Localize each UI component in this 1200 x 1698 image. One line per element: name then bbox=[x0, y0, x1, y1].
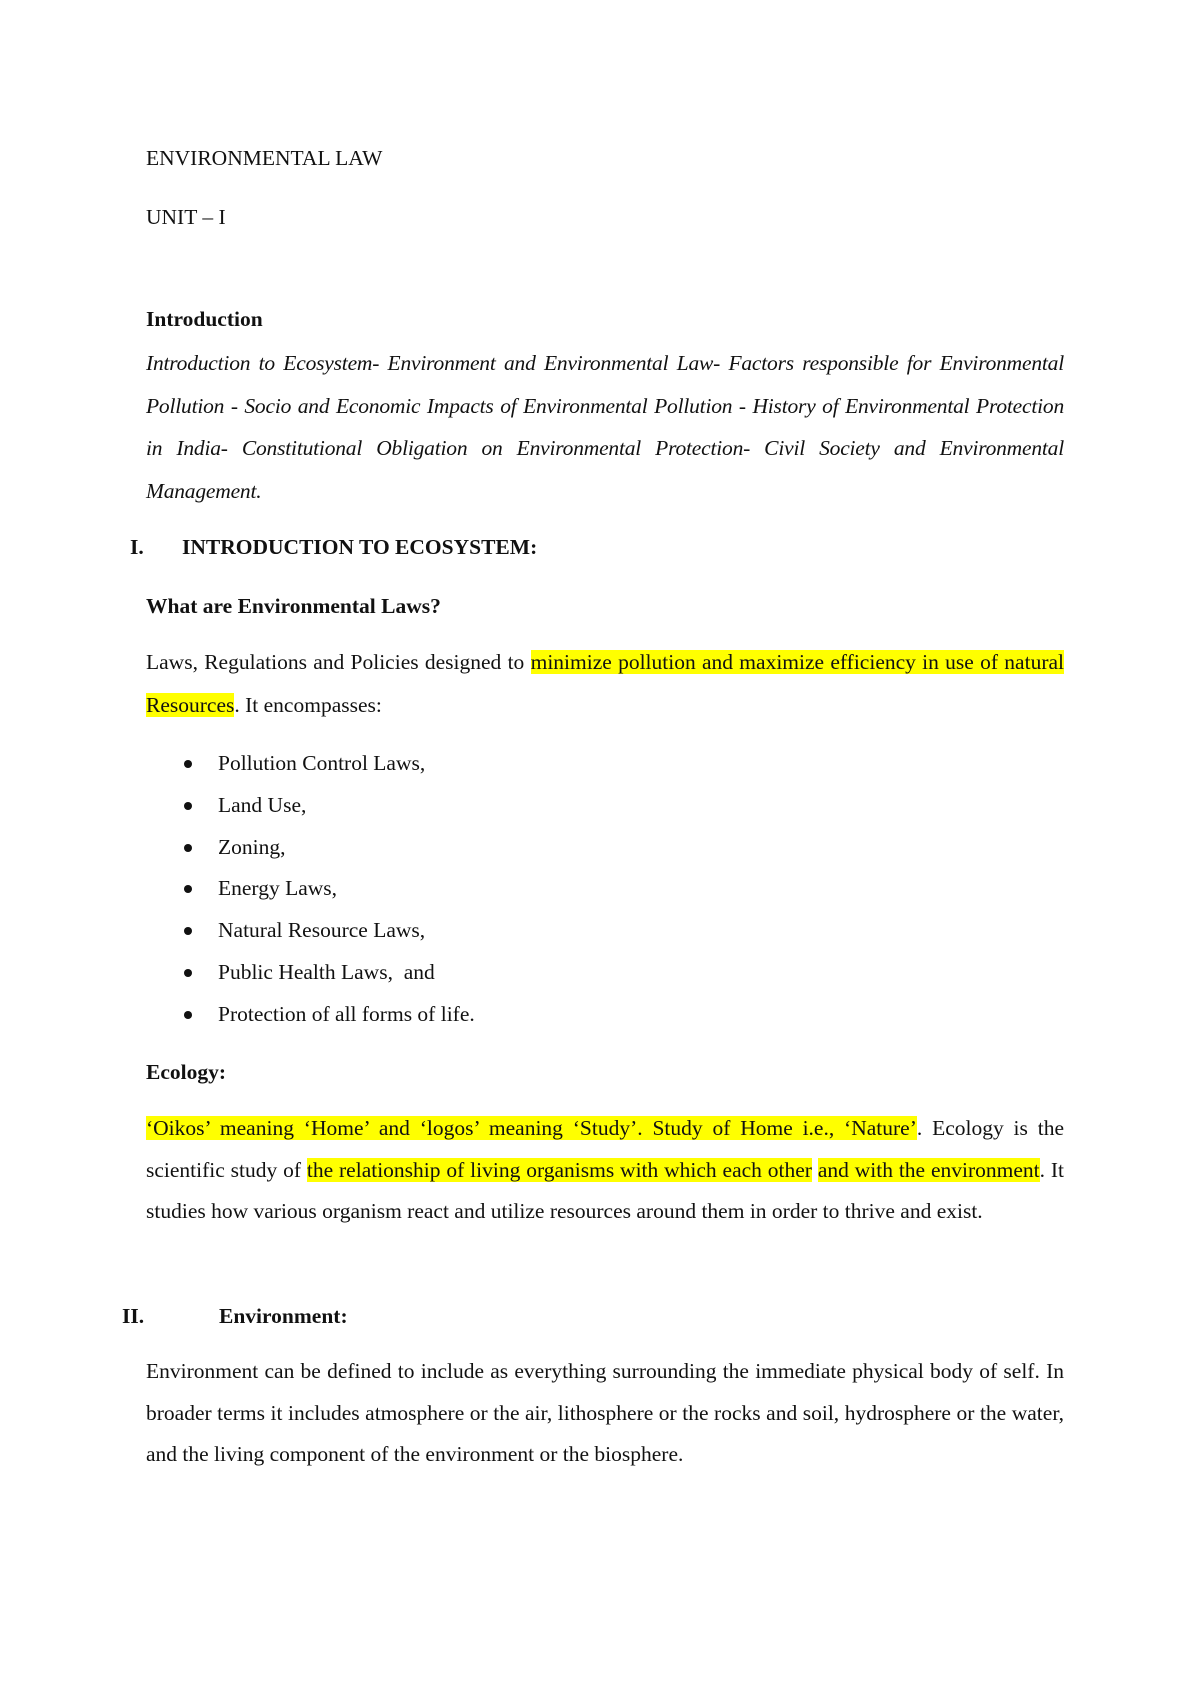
ecology-highlight-1: ‘Oikos’ meaning ‘Home’ and ‘logos’ meaning ‘Study’. Study of Home i.e., ‘Nature’ bbox=[146, 1116, 917, 1140]
list-item-text: Pollution Control Laws, bbox=[218, 751, 426, 775]
laws-text-1: Laws, Regulations and Policies designed to bbox=[146, 650, 531, 674]
section-1-title: INTRODUCTION TO ECOSYSTEM: bbox=[182, 535, 538, 559]
bullet-icon bbox=[184, 969, 192, 977]
bullet-icon bbox=[184, 802, 192, 810]
list-item-text: Zoning, bbox=[218, 834, 286, 859]
list-item bbox=[146, 873, 475, 915]
environmental-laws-subheading: What are Environmental Laws? bbox=[146, 594, 441, 618]
section-1-number: I. bbox=[130, 535, 144, 559]
list-item bbox=[146, 748, 475, 790]
unit-label: UNIT – I bbox=[146, 205, 226, 229]
bullet-icon bbox=[184, 844, 192, 852]
ecology-highlight-2: the relationship of living organisms with which each other bbox=[306, 1157, 812, 1182]
bullet-icon bbox=[184, 927, 192, 935]
ecology-heading: Ecology: bbox=[146, 1060, 227, 1084]
section-1-heading bbox=[130, 535, 537, 560]
list-item bbox=[146, 915, 475, 957]
laws-text-2: . It encompasses: bbox=[234, 692, 382, 717]
list-item-text: Natural Resource Laws, bbox=[218, 918, 426, 943]
environment-paragraph: Environment can be defined to include as everything surrounding the immediate physical body of self. In broader terms it includes atmosphere or the air, lithosphere or the rocks and soil, hydrosphere or the water, and the living component of the environment or the biosphere. bbox=[146, 1359, 1064, 1466]
document-title: ENVIRONMENTAL LAW bbox=[146, 146, 383, 170]
encompasses-list bbox=[146, 748, 475, 1041]
laws-highlight: minimize pollution and maximize efficiency in use of natural Resources bbox=[146, 650, 1064, 717]
ecology-text-3: . It studies how various organism react and utilize resources around them in order to thrive and exist. bbox=[146, 1157, 1065, 1223]
bullet-icon bbox=[184, 760, 192, 768]
list-item-text: Protection of all forms of life. bbox=[218, 1001, 475, 1026]
ecology-text-1: . Ecology is the scientific study of bbox=[146, 1116, 1064, 1182]
list-item-text: Land Use, bbox=[218, 792, 307, 817]
bullet-icon bbox=[184, 885, 192, 893]
section-2-title: Environment: bbox=[219, 1304, 348, 1328]
list-item-text: Public Health Laws, and bbox=[218, 959, 435, 984]
list-item bbox=[146, 999, 475, 1041]
section-2-number: II. bbox=[122, 1304, 145, 1328]
list-item bbox=[146, 790, 475, 832]
bullet-icon bbox=[184, 1011, 192, 1019]
introduction-heading: Introduction bbox=[146, 307, 263, 331]
list-item bbox=[146, 832, 475, 874]
introduction-body: Introduction to Ecosystem- Environment and Environmental Law- Factors responsible for Environmental Pollution - Socio and Economic Impacts of Environmental Pollution - History of Environmental Protection in India- Constitutional Obligation on Environmental Protection- Civil Society and Environmental Management. bbox=[146, 351, 1064, 503]
section-2-heading bbox=[122, 1304, 348, 1329]
ecology-text-2 bbox=[812, 1158, 818, 1182]
list-item-text: Energy Laws, bbox=[218, 876, 338, 901]
ecology-paragraph bbox=[146, 1108, 1064, 1233]
environmental-laws-paragraph bbox=[146, 641, 1064, 726]
list-item bbox=[146, 957, 475, 999]
ecology-highlight-3: and with the environment bbox=[817, 1157, 1040, 1182]
